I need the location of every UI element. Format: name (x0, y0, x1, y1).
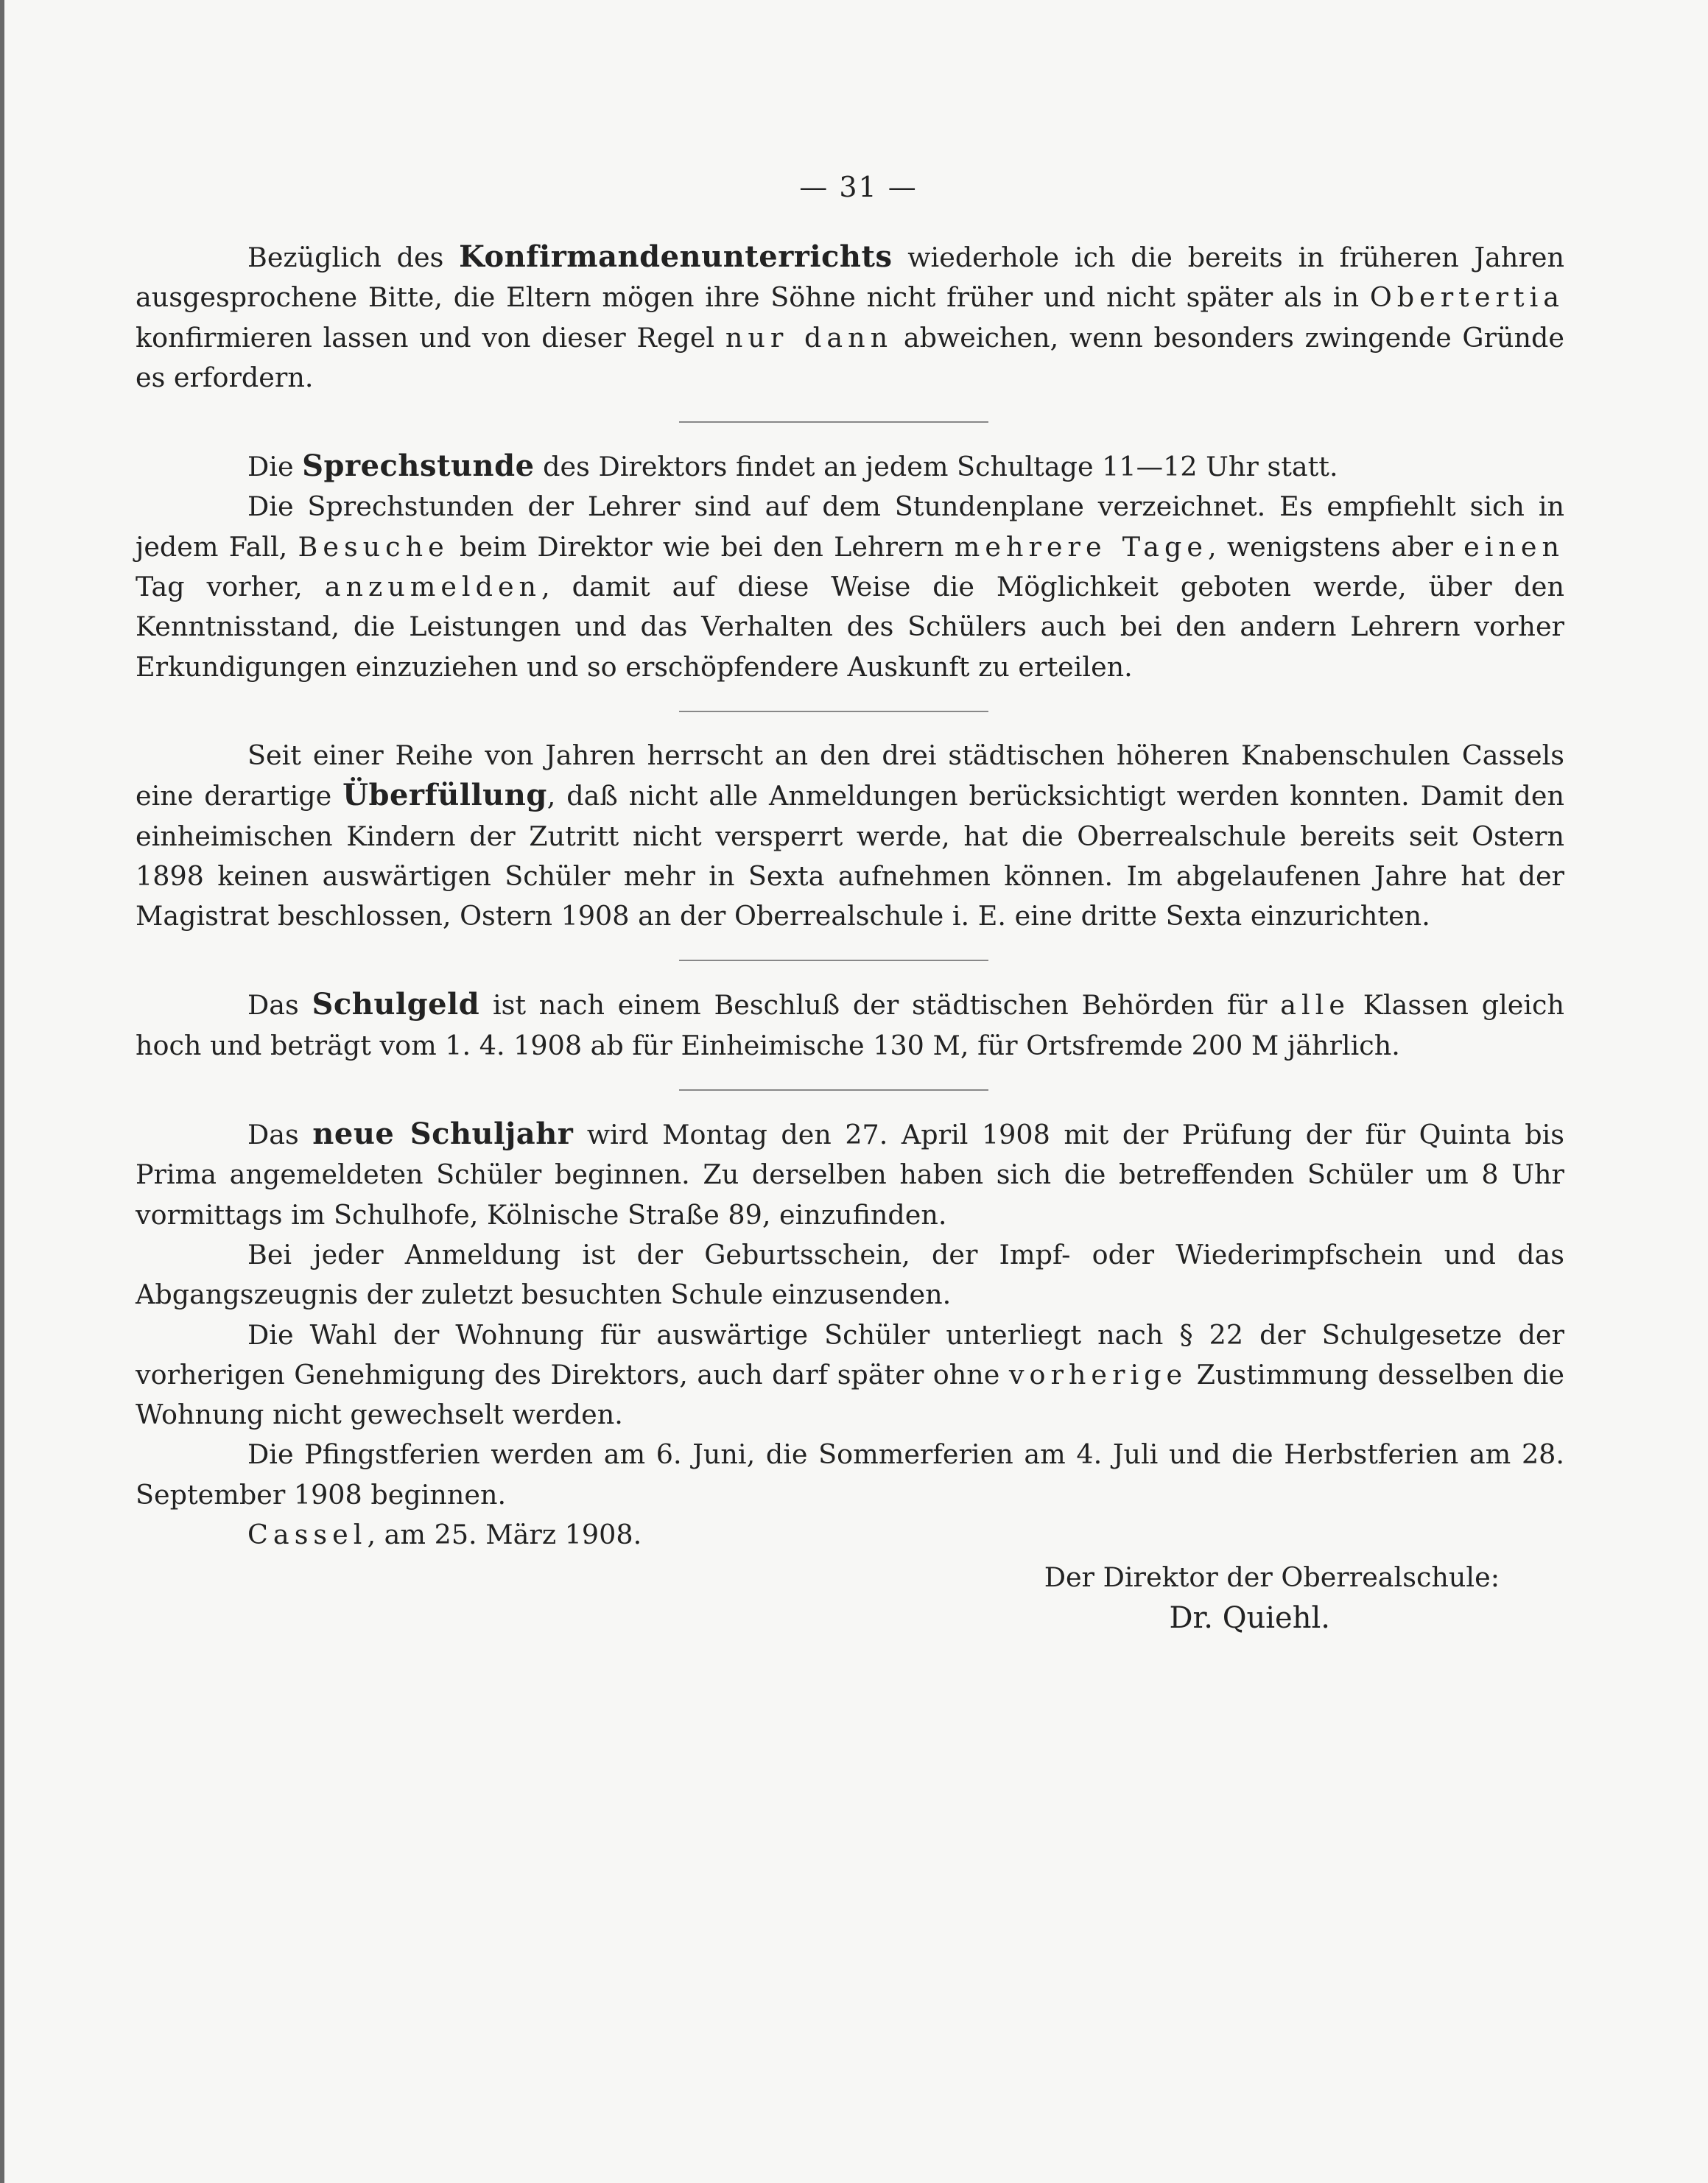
text: Klassen gleich hoch und beträgt vom 1. 4. 1908 ab für Einheimische 130 M, für Ortsfremde 200 M jährlich. (136, 989, 1565, 1061)
text: konfirmieren lassen und von dieser Regel (136, 321, 725, 354)
text: Bezüglich des (247, 242, 460, 273)
paragraph-konfirmandenunterricht (136, 237, 1564, 398)
spaced-text: Besuche (298, 530, 449, 563)
text: Seit einer Reihe von Jahren herrscht an den drei städtischen höheren Knabenschulen Cassels eine derartige (136, 739, 1564, 812)
text: abweichen, wenn besonders zwingende Gründe es erfordern. (136, 321, 1564, 393)
text: , wenigstens aber (1208, 530, 1464, 563)
text: Das (247, 989, 312, 1022)
signature-title: Der Direktor der Oberrealschule: (1044, 1561, 1500, 1594)
spaced-text: anzumelden (324, 571, 542, 603)
spaced-text: Obertertia (1369, 281, 1564, 314)
divider (679, 1089, 988, 1091)
keyword-konfirmandenunterricht: Konfirmandenunterrichts (459, 239, 893, 274)
text: , daß nicht alle Anmeldungen berücksichtigt werden konnten. Damit den einheimischen Kindern der Zutritt nicht versperrt werde, hat die Oberrealschule bereits seit Ostern 1898 keinen auswärtigen Schüler mehr in Sexta aufnehmen können. Im abgelaufenen Jahre hat der Magistrat beschlossen, Ostern 1908 an der Oberrealschule i. E. eine dritte Sexta einzurichten. (136, 780, 1564, 932)
divider (679, 711, 988, 712)
text: wiederhole ich die bereits in früheren Jahren ausgesprochene Bitte, die Eltern mögen ihre Söhne nicht früher und nicht später als in (136, 242, 1564, 314)
text: beim Direktor wie bei den Lehrern (449, 530, 955, 563)
spaced-text: mehrere Tage (954, 530, 1209, 563)
spaced-text: alle (1280, 989, 1350, 1022)
spaced-text: einen (1463, 530, 1564, 563)
date-line (136, 1515, 1564, 1555)
paragraph-schulgeld (136, 985, 1564, 1066)
spaced-text: nur dann (725, 321, 893, 354)
paragraph-schuljahr (136, 1114, 1564, 1235)
text: Das (247, 1119, 313, 1151)
paragraph-anmeldung: Bei jeder Anmeldung ist der Geburtsschein, der Impf- oder Wiederimpfschein und das Abgangszeugnis der zuletzt besuchten Schule einzusenden. (136, 1238, 1564, 1311)
keyword-schulgeld: Schulgeld (312, 987, 480, 1022)
paragraph-wohnung (136, 1315, 1564, 1435)
text: wird Montag den 27. April 1908 mit der Prüfung der für Quinta bis Prima angemeldeten Schüler beginnen. Zu derselben haben sich die betreffenden Schüler um 8 Uhr vormittags im Schulhofe, Kölnische Straße 89, einzufinden. (136, 1119, 1565, 1231)
signature-name: Dr. Quiehl. (1169, 1600, 1330, 1635)
text: Die Wahl der Wohnung für auswärtige Schüler unterliegt nach § 22 der Schulgesetze der vorherigen Genehmigung des Direktors, auch darf später ohne (136, 1318, 1564, 1391)
text: ist nach einem Beschluß der städtischen Behörden für (479, 989, 1281, 1022)
text: , damit auf diese Weise die Möglichkeit geboten werde, über den Kenntnisstand, die Leistungen und das Verhalten des Schülers auch bei den andern Lehrern vorher Erkundigungen einzuziehen und so erschöpfendere Auskunft zu erteilen. (136, 571, 1564, 683)
text: Tag vorher, (136, 571, 325, 603)
divider (679, 421, 988, 423)
paragraph-sprechstunden-lehrer (136, 487, 1564, 686)
divider (679, 960, 988, 961)
document-body (136, 237, 1564, 1638)
keyword-ueberfuellung: Überfüllung (342, 778, 547, 813)
keyword-sprechstunde: Sprechstunde (302, 449, 535, 484)
page-number: — 31 — (799, 171, 918, 203)
paragraph-ueberfuellung (136, 736, 1564, 936)
text: des Direktors findet an jedem Schultage 11—12 Uhr statt. (534, 451, 1338, 483)
text: Die (247, 451, 303, 483)
place: Cassel (247, 1519, 368, 1551)
paragraph-sprechstunde (136, 446, 1564, 487)
text: Zustimmung desselben die Wohnung nicht gewechselt werden. (136, 1358, 1564, 1431)
date: , am 25. März 1908. (367, 1519, 642, 1551)
spaced-text: vorherige (1008, 1358, 1188, 1391)
paragraph-ferien: Die Pfingstferien werden am 6. Juni, die Sommerferien am 4. Juli und die Herbstferien am 28. September 1908 beginnen. (136, 1438, 1564, 1511)
text: Die Sprechstunden der Lehrer sind auf dem Stundenplane verzeichnet. Es empfiehlt sich in jedem Fall, (136, 491, 1564, 563)
keyword-neue-schuljahr: neue Schuljahr (312, 1117, 574, 1152)
